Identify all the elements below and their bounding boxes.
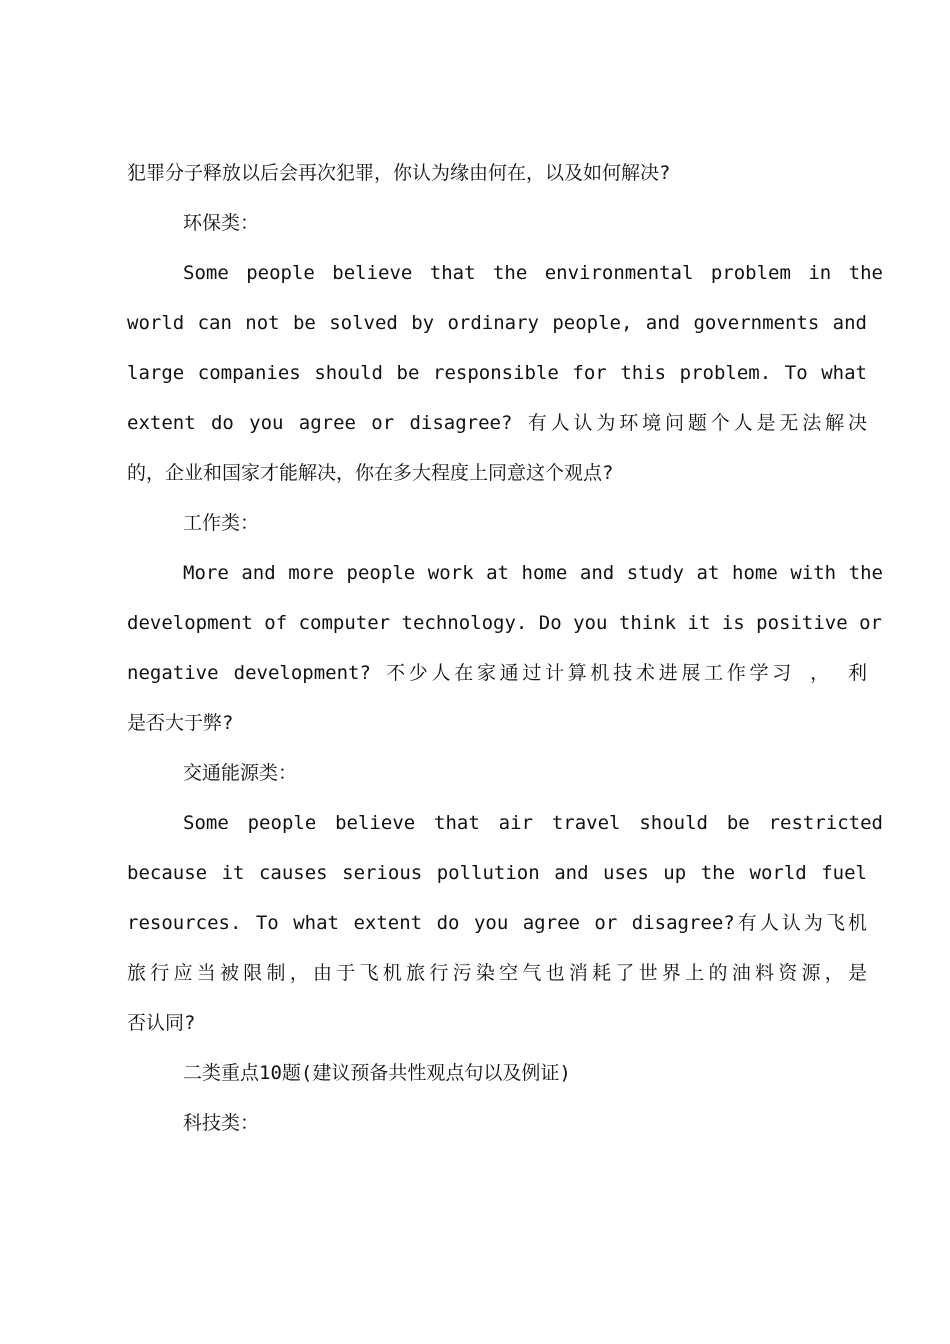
heading-technology: 科技类： xyxy=(183,1112,260,1134)
heading-environment: 环保类： xyxy=(183,212,260,234)
text-line-work-4: 是否大于弊? xyxy=(127,712,234,734)
text-line-transport-2: because it causes serious pollution and uses up the world fuel xyxy=(127,862,867,884)
text-line-environment-1: Some people believe that the environmental problem in the xyxy=(183,262,883,284)
text-line-work-3: negative development? 不少人在家通过计算机技术进展工作学习 ， 利 xyxy=(127,662,867,684)
heading-transport-energy: 交通能源类： xyxy=(183,762,298,784)
text-line-transport-5: 否认同? xyxy=(127,1012,196,1034)
text-line-work-1: More and more people work at home and study at home with the xyxy=(183,562,883,584)
heading-work: 工作类： xyxy=(183,512,260,534)
text-line-environment-2: world can not be solved by ordinary people, and governments and xyxy=(127,312,867,334)
text-line-environment-4: extent do you agree or disagree? 有人认为环境问题个人是无法解决 xyxy=(127,412,867,434)
text-line-transport-3: resources. To what extent do you agree or disagree?有人认为飞机 xyxy=(127,912,867,934)
text-line-environment-3: large companies should be responsible for this problem. To what xyxy=(127,362,867,384)
heading-category-two: 二类重点10题(建议预备共性观点句以及例证) xyxy=(183,1062,571,1084)
text-line-work-2: development of computer technology. Do you think it is positive or xyxy=(127,612,882,634)
text-line-crime-question: 犯罪分子释放以后会再次犯罪，你认为缘由何在，以及如何解决? xyxy=(127,162,671,184)
text-line-transport-1: Some people believe that air travel should be restricted xyxy=(183,812,883,834)
text-line-transport-4: 旅行应当被限制，由于飞机旅行污染空气也消耗了世界上的油料资源，是 xyxy=(127,962,867,984)
text-line-environment-5: 的，企业和国家才能解决，你在多大程度上同意这个观点? xyxy=(127,462,614,484)
